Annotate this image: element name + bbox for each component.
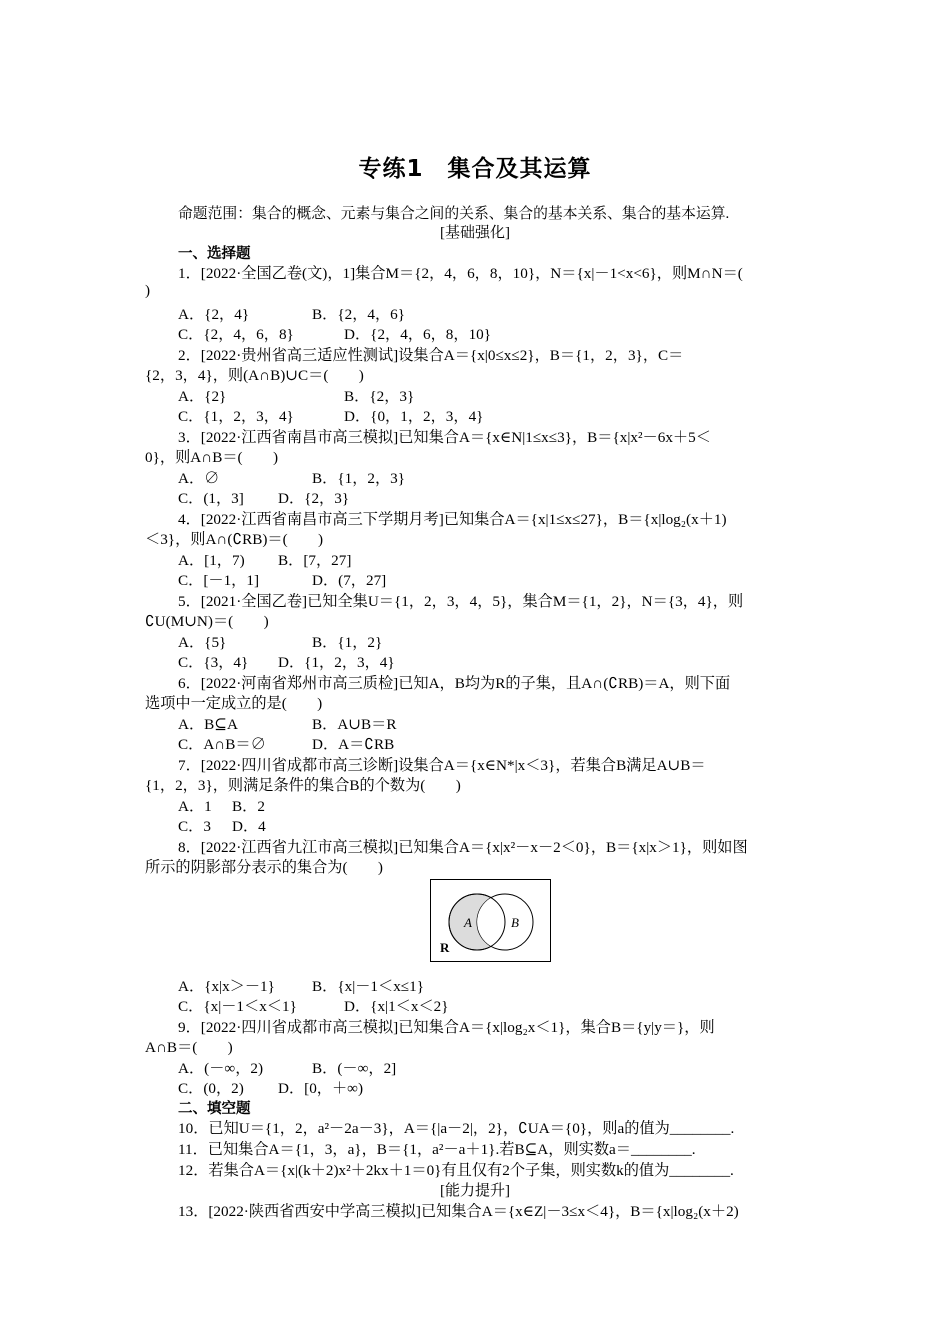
q4-option-c: C．[－1，1] bbox=[178, 572, 259, 589]
venn-diagram bbox=[430, 879, 551, 962]
q2-stem-cont: {2，3，4}，则(A∩B)∪C＝( ) bbox=[145, 367, 364, 384]
q4-stem: 4．[2022·江西省南昌市高三下学期月考]已知集合A＝{x|1≤x≤27}，B＝{x|log₂(x＋1) bbox=[178, 511, 727, 528]
venn-label-b: B bbox=[511, 915, 519, 930]
q2-option-a: A．{2} bbox=[178, 388, 227, 405]
q8-option-b: B．{x|－1＜x≤1} bbox=[312, 978, 425, 995]
q2-option-c: C．{1，2，3，4} bbox=[178, 408, 294, 425]
q8-stem: 8．[2022·江西省九江市高三模拟]已知集合A＝{x|x²－x－2＜0}，B＝{x|x＞1}，则如图 bbox=[178, 839, 748, 856]
q6-option-c: C．A∩B＝∅ bbox=[178, 736, 266, 753]
q9-stem-cont: A∩B＝( ) bbox=[145, 1039, 233, 1056]
q6-stem-cont: 选项中一定成立的是( ) bbox=[145, 695, 323, 712]
section-choice-heading: 一、选择题 bbox=[178, 246, 251, 262]
q8-option-c: C．{x|－1＜x＜1} bbox=[178, 998, 297, 1015]
q9-option-c: C．(0，2) bbox=[178, 1080, 244, 1097]
q1-stem: 1．[2022·全国乙卷(文)，1]集合M＝{2，4，6，8，10}，N＝{x|－1<x<6}，则M∩N＝( bbox=[178, 265, 743, 282]
q3-stem-cont: 0}，则A∩B＝( ) bbox=[145, 449, 279, 466]
q11-stem: 11．已知集合A＝{1，3，a}，B＝{1，a²－a＋1}.若B⊆A，则实数a＝________. bbox=[178, 1141, 696, 1158]
q7-option-c: C．3 bbox=[178, 818, 211, 835]
q8-stem-cont: 所示的阴影部分表示的集合为( ) bbox=[145, 859, 383, 876]
q1-option-b: B．{2，4，6} bbox=[312, 306, 406, 323]
q6-stem: 6．[2022·河南省郑州市高三质检]已知A，B均为R的子集，且A∩(∁RB)＝A，则下面 bbox=[178, 675, 731, 692]
q12-stem: 12．若集合A＝{x|(k＋2)x²＋2kx＋1＝0}有且仅有2个子集，则实数k的值为________. bbox=[178, 1162, 734, 1179]
q5-option-d: D．{1，2，3，4} bbox=[278, 654, 395, 671]
q9-option-a: A．(－∞，2) bbox=[178, 1060, 264, 1077]
venn-svg bbox=[431, 880, 550, 961]
page-title: 专练1 集合及其运算 bbox=[358, 156, 592, 182]
venn-label-a: A bbox=[464, 915, 472, 930]
q4-option-a: A．[1，7) bbox=[178, 552, 245, 569]
q2-option-d: D．{0，1，2，3，4} bbox=[344, 408, 484, 425]
q7-stem: 7．[2022·四川省成都市高三诊断]设集合A＝{x∈N*|x＜3}，若集合B满足A∪B＝ bbox=[178, 757, 706, 774]
q7-option-d: D．4 bbox=[232, 818, 266, 835]
q2-option-b: B．{2，3} bbox=[344, 388, 415, 405]
q6-option-b: B．A∪B＝R bbox=[312, 716, 397, 733]
q3-option-c: C．(1，3] bbox=[178, 490, 244, 507]
q1-stem-cont: ) bbox=[145, 282, 151, 299]
q5-option-a: A．{5} bbox=[178, 634, 227, 651]
q9-option-b: B．(－∞，2] bbox=[312, 1060, 397, 1077]
q5-stem: 5．[2021·全国乙卷]已知全集U＝{1，2，3，4，5}，集合M＝{1，2}，N＝{3，4}，则 bbox=[178, 593, 744, 610]
q8-option-a: A．{x|x＞－1} bbox=[178, 978, 275, 995]
basic-tag: [基础强化] bbox=[440, 225, 510, 241]
q4-stem-cont: ＜3}，则A∩(∁RB)＝( ) bbox=[145, 531, 324, 548]
q1-option-c: C．{2，4，6，8} bbox=[178, 326, 294, 343]
q1-option-d: D．{2，4，6，8，10} bbox=[344, 326, 492, 343]
q9-option-d: D．[0，＋∞) bbox=[278, 1080, 364, 1097]
q4-option-d: D．(7，27] bbox=[312, 572, 387, 589]
q5-option-c: C．{3，4} bbox=[178, 654, 249, 671]
q7-stem-cont: {1，2，3}，则满足条件的集合B的个数为( ) bbox=[145, 777, 461, 794]
q7-option-a: A．1 bbox=[178, 798, 212, 815]
q8-option-d: D．{x|1＜x＜2} bbox=[344, 998, 449, 1015]
q3-option-d: D．{2，3} bbox=[278, 490, 350, 507]
q7-option-b: B．2 bbox=[232, 798, 265, 815]
q9-stem: 9．[2022·四川省成都市高三模拟]已知集合A＝{x|log₂x＜1}，集合B＝{y|y＝}，则 bbox=[178, 1019, 715, 1036]
scope-text: 命题范围：集合的概念、元素与集合之间的关系、集合的基本关系、集合的基本运算. bbox=[178, 206, 730, 222]
q3-option-b: B．{1，2，3} bbox=[312, 470, 406, 487]
q13-stem: 13．[2022·陕西省西安中学高三模拟]已知集合A＝{x∈Z|－3≤x＜4}，B＝{x|log₂(x＋2) bbox=[178, 1203, 739, 1220]
q5-option-b: B．{1，2} bbox=[312, 634, 383, 651]
q3-stem: 3．[2022·江西省南昌市高三模拟]已知集合A＝{x∈N|1≤x≤3}，B＝{x|x²－6x＋5＜ bbox=[178, 429, 711, 446]
q6-option-d: D．A＝∁RB bbox=[312, 736, 395, 753]
q6-option-a: A．B⊆A bbox=[178, 716, 238, 733]
advanced-tag: [能力提升] bbox=[440, 1183, 510, 1199]
section-fill-heading: 二、填空题 bbox=[178, 1101, 251, 1117]
venn-label-r: R bbox=[440, 940, 450, 955]
q3-option-a: A．∅ bbox=[178, 470, 220, 487]
q1-option-a: A．{2，4} bbox=[178, 306, 250, 323]
q2-stem: 2．[2022·贵州省高三适应性测试]设集合A＝{x|0≤x≤2}，B＝{1，2，3}，C＝ bbox=[178, 347, 684, 364]
q4-option-b: B．[7，27] bbox=[278, 552, 352, 569]
q5-stem-cont: ∁U(M∪N)＝( ) bbox=[145, 613, 269, 630]
q10-stem: 10．已知U＝{1，2，a²－2a－3}，A＝{|a－2|，2}，∁UA＝{0}，则a的值为________. bbox=[178, 1120, 735, 1137]
